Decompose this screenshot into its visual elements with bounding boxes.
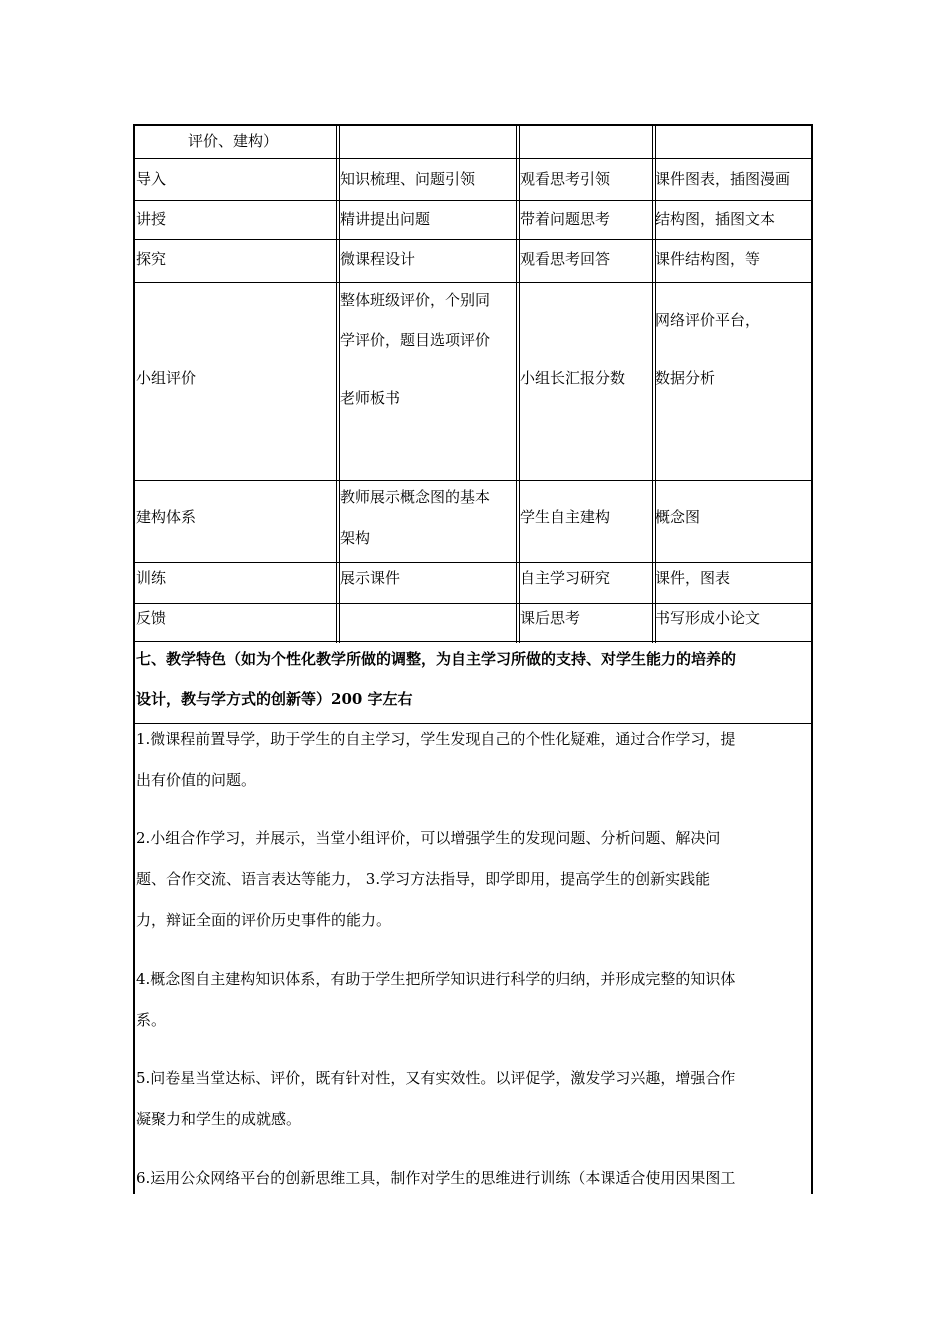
cell-media: 结构图，插图文本	[655, 210, 776, 228]
cell-media: 数据分析	[655, 369, 716, 387]
feature-paragraph-line: 5.问卷星当堂达标、评价，既有针对性，又有实效性。以评促学，激发学习兴趣，增强合作	[136, 1069, 736, 1087]
cell-student-activity: 学生自主建构	[520, 508, 611, 526]
cell-stage: 建构体系	[136, 508, 197, 526]
feature-paragraph-line: 力，辩证全面的评价历史事件的能力。	[136, 911, 392, 929]
cell-stage: 小组评价	[136, 369, 197, 387]
feature-paragraph-line: 凝聚力和学生的成就感。	[136, 1110, 302, 1128]
cell-teacher-activity: 知识梳理、问题引领	[340, 170, 476, 188]
cell-student-activity: 观看思考回答	[520, 250, 611, 268]
feature-paragraph-line: 出有价值的问题。	[136, 771, 257, 789]
cell-student-activity: 小组长汇报分数	[520, 369, 626, 387]
feature-paragraph-line: 6.运用公众网络平台的创新思维工具，制作对学生的思维进行训练（本课适合使用因果图工	[136, 1169, 736, 1187]
column-divider	[652, 124, 653, 643]
cell-student-activity: 带着问题思考	[520, 210, 611, 228]
section-heading: 七、教学特色（如为个性化教学所做的调整，为自主学习所做的支持、对学生能力的培养的	[136, 650, 737, 668]
feature-paragraph-line: 题、合作交流、语言表达等能力， 3.学习方法指导，即学即用，提高学生的创新实践能	[136, 870, 711, 888]
feature-paragraph-line: 系。	[136, 1011, 167, 1029]
cell-teacher-activity: 展示课件	[340, 569, 401, 587]
cell-stage: 讲授	[136, 210, 167, 228]
section-heading: 设计，教与学方式的创新等）200 字左右	[136, 690, 413, 708]
cell-media: 网络评价平台，	[655, 311, 761, 329]
cell-stage: 反馈	[136, 609, 167, 627]
column-divider	[516, 124, 517, 643]
cell-student-activity: 自主学习研究	[520, 569, 611, 587]
cell-media: 书写形成小论文	[655, 609, 761, 627]
cell-media: 课件结构图，等	[655, 250, 761, 268]
cell-student-activity: 观看思考引领	[520, 170, 611, 188]
cell-stage: 评价、建构）	[188, 132, 279, 150]
cell-media: 课件图表，插图漫画	[655, 170, 791, 188]
cell-student-activity: 课后思考	[520, 609, 581, 627]
feature-paragraph-line: 1.微课程前置导学，助于学生的自主学习，学生发现自己的个性化疑难，通过合作学习，提	[136, 730, 736, 748]
cell-stage: 训练	[136, 569, 167, 587]
cell-stage: 导入	[136, 170, 167, 188]
cell-teacher-activity: 微课程设计	[340, 250, 416, 268]
cell-teacher-activity: 学评价，题目选项评价	[340, 331, 491, 349]
cell-media: 课件，图表	[655, 569, 731, 587]
cell-media: 概念图	[655, 508, 701, 526]
column-divider	[336, 124, 337, 643]
feature-paragraph-line: 4.概念图自主建构知识体系，有助于学生把所学知识进行科学的归纳，并形成完整的知识体	[136, 970, 736, 988]
cell-teacher-activity: 整体班级评价，个别同	[340, 291, 491, 309]
feature-paragraph-line: 2.小组合作学习，并展示，当堂小组评价，可以增强学生的发现问题、分析问题、解决问	[136, 829, 721, 847]
cell-teacher-activity: 教师展示概念图的基本	[340, 488, 491, 506]
cell-stage: 探究	[136, 250, 167, 268]
cell-teacher-activity: 精讲提出问题	[340, 210, 431, 228]
cell-teacher-activity: 架构	[340, 529, 371, 547]
cell-teacher-activity: 老师板书	[340, 389, 401, 407]
